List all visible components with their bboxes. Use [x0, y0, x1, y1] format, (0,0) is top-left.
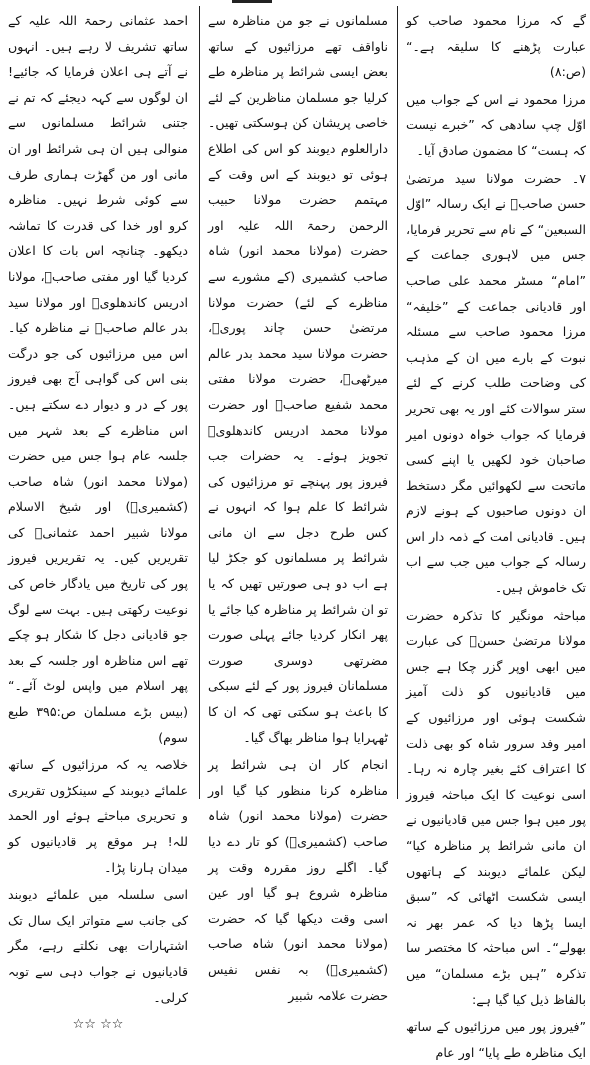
text-column-right: [406, 8, 586, 1060]
section-end-stars: ☆☆ ☆☆: [72, 1017, 124, 1033]
paragraph: گے کہ مرزا محمود صاحب کو عبارت پڑھنے کا سلیقہ ہے۔“ (ص:۸): [406, 13, 586, 80]
column-divider-left: [199, 6, 200, 799]
text-column-middle: [208, 8, 388, 1003]
paragraph: ”فیروز پور میں مرزائیوں کے ساتھ ایک مناظرہ طے پایا“ اور عام: [406, 1019, 586, 1060]
paragraph: مسلمانوں نے جو من مناظرہ سے ناواقف تھے مرزائیوں کے ساتھ بعض ایسی شرائط پر مناظرہ طے کرلیا جو مسلمان مناظرین کے لئے خاصی پریشان کن ہوسکتی تھیں۔ دارالعلوم دیوبند کو اس کی اطلاع ہوئی تو دیوبند کے اس وقت کے مہتمم حضرت مولانا حبیب الرحمن رحمۃ اللہ علیہ اور حضرت (مولانا محمد انور) شاہ صاحب کشمیری (کے مشورے سے مناظرے کے لئے) حضرت مولانا مرتضیٰ حسن چاند پوریؒ، حضرت مولانا سید محمد بدر عالم میرٹھیؒ، حضرت مولانا مفتی محمد شفیع صاحبؒ اور حضرت مولانا محمد ادریس کاندھلویؒ تجویز ہوئے۔ یہ حضرات جب فیروز پور پہنچے تو مرزائیوں کی شرائط کا علم ہوا کہ انہوں نے کس طرح دجل سے ان مانی شرائط پر مسلمانوں کو جکڑ لیا ہے اب دو ہی صورتیں تھیں کہ یا تو ان شرائط پر مناظرہ کیا جائے یا پھر انکار کردیا جائے پہلی صورت مضرتھی دوسری صورت مسلمانان فیروز پور کے لئے سبکی کا باعث ہو سکتی تھی کہ ان کا ٹھہرایا ہوا مناظر بھاگ گیا۔: [208, 13, 388, 745]
column-divider-right: [397, 6, 398, 799]
paragraph: خلاصہ یہ کہ مرزائیوں کے ساتھ علمائے دیوبند کے سینکڑوں تقریری و تحریری مباحثے ہوئے اور الحمد للہ! ہر موقع پر قادیانیوں کو میدان ہارنا پڑا۔: [8, 757, 188, 875]
paragraph: مباحثہ مونگیر کا تذکرہ حضرت مولانا مرتضیٰ حسنؒ کی عبارت میں ابھی اوپر گزر چکا ہے جس میں قادیانیوں کو ذلت آمیز شکست ہوئی اور مرزائیوں کے امیر وفد سرور شاہ کو بھی ذلت کا اعتراف کئے بغیر چارہ نہ رہا۔ اسی نوعیت کا ایک مباحثہ فیروز پور میں ہوا جس میں قادیانیوں نے ان مانی شرائط پر مناظرہ کیا“ لیکن علمائے دیوبند کے ہاتھوں ایسی شکست اٹھائی کہ ”سبق ایسا پڑھا دیا کہ عمر بھر نہ بھولے“۔ اس مباحثہ کا مختصر سا تذکرہ ”ہیں بڑے مسلمان“ میں بالفاظ ذیل کیا گیا ہے:: [406, 607, 586, 1007]
paragraph: ۷۔ حضرت مولانا سید مرتضیٰ حسن صاحبؒ نے ایک رسالہ ”اوّل السبعین“ کے نام سے تحریر فرمایا، جس میں لاہوری جماعت کے ”امام“ مسٹر محمد علی صاحب اور قادیانی جماعت کے ”خلیفہ“ مرزا محمود صاحب سے مسئلہ نبوت کے بارے میں ان کے مذہب کی وضاحت طلب کرنے کے لئے ستر سوالات کئے اور یہ بھی تحریر فرمایا کہ جواب خواہ دونوں امیر صاحبان خود لکھیں یا اپنے کسی ماتحت سے لکھوائیں مگر دستخط ان دونوں صاحبوں کے ہونے لازم ہیں۔ قادیانی امت کے ذمہ دار اس رسالہ کے جواب میں جب سے اب تک خاموش ہیں۔: [406, 170, 586, 596]
page-top-rule: [232, 0, 272, 3]
paragraph: اسی سلسلہ میں علمائے دیوبند کی جانب سے متواتر ایک سال تک اشتہارات بھی نکلتے رہے، مگر قادیانیوں نے جواب دہی سے توبہ کرلی۔: [8, 887, 188, 1005]
paragraph: مرزا محمود نے اس کے جواب میں اوّل چپ سادھی کہ ”خبرے نیست کہ ہست“ کا مضمون صادق آیا۔: [406, 91, 586, 158]
text-column-left: [8, 8, 188, 1033]
paragraph: احمد عثمانی رحمۃ اللہ علیہ کے ساتھ تشریف لا رہے ہیں۔ انہوں نے آتے ہی اعلان فرمایا کہ جائیے! ان لوگوں سے کہہ دیجئے کہ تم نے جتنی شرائط مسلمانوں سے منوالی ہیں ان ہی شرائط اور ان مانی اور من گھڑت ہماری طرف سے کوئی شرط نہیں۔ مناظرہ کرو اور خدا کی قدرت کا تماشہ دیکھو۔ چنانچہ اس بات کا اعلان کردیا گیا اور مفتی صاحبؒ، مولانا ادریس کاندھلویؒ اور مولانا سید بدر عالم صاحبؒ نے مناظرہ کیا۔ اس میں مرزائیوں کی جو درگت بنی اس کی گواہی آج بھی فیروز پور کے در و دیوار دے سکتے ہیں۔ اس مناظرے کے بعد شہر میں جلسہ عام ہوا جس میں حضرت (مولانا محمد انور) شاہ صاحب (کشمیریؒ) اور شیخ الاسلام مولانا شبیر احمد عثمانیؒ کی تقریریں کیں۔ یہ تقریریں فیروز پور کی تاریخ میں یادگار خاص کی نوعیت رکھتی ہیں۔ بہت سے لوگ جو قادیانی دجل کا شکار ہو چکے تھے اس مناظرہ اور جلسہ کے بعد پھر اسلام میں واپس لوٹ آئے۔“ (بیس بڑے مسلمان ص:۳۹۵ طبع سوم): [8, 13, 188, 745]
paragraph: انجام کار ان ہی شرائط پر مناظرہ کرنا منظور کیا گیا اور حضرت (مولانا محمد انور) شاہ صاحب (کشمیریؒ) کو تار دے دیا گیا۔ اگلے روز مقررہ وقت پر مناظرہ شروع ہو گیا اور عین اسی وقت دیکھا گیا کہ حضرت (مولانا محمد انور) شاہ صاحب (کشمیریؒ) بہ نفس نفیس حضرت علامہ شبیر: [208, 757, 388, 1003]
